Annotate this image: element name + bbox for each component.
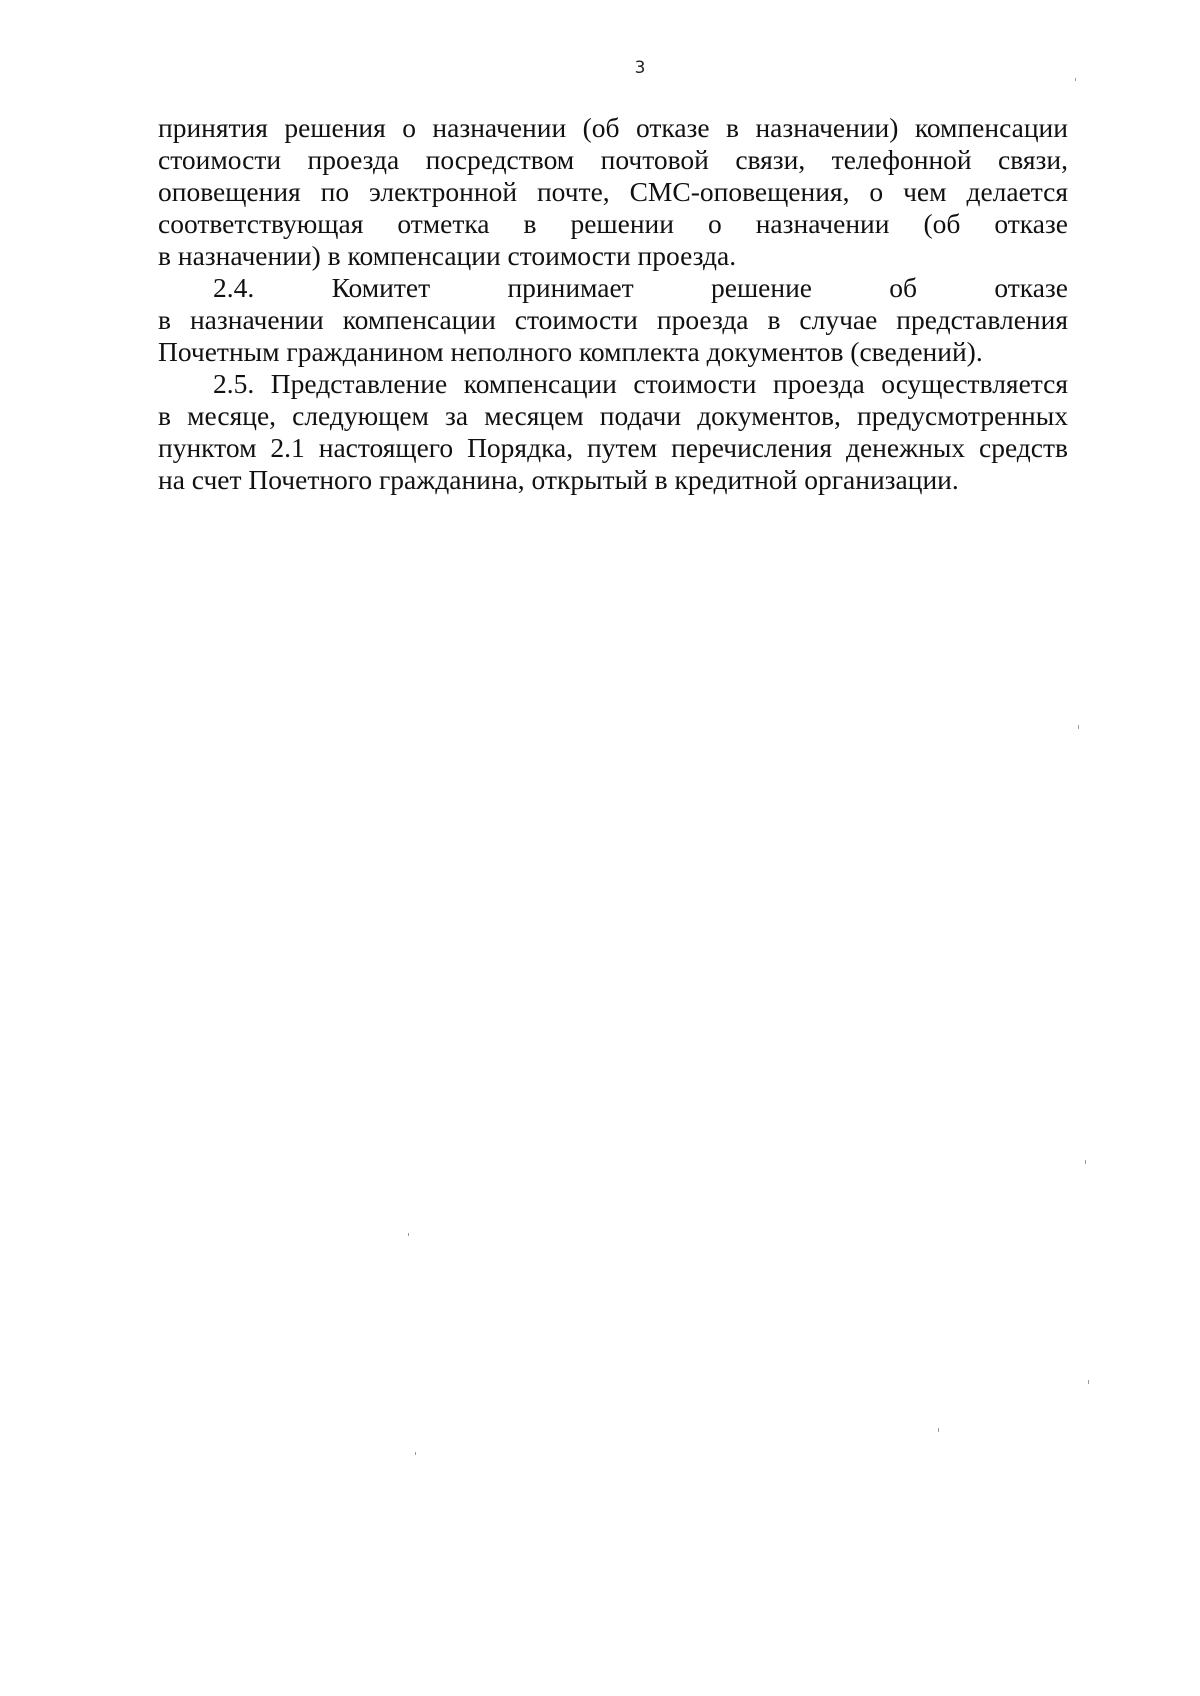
- document-body: [158, 112, 1068, 496]
- paragraph-continuation: [158, 112, 1068, 272]
- paragraph-2-5: [158, 368, 1068, 496]
- text-line: 2.5. Представление компенсации стоимости проезда осуществляется: [213, 368, 1068, 399]
- scan-mark: [1078, 725, 1079, 729]
- text-line: пунктом 2.1 настоящего Порядка, путем перечисления денежных средств: [158, 432, 1068, 463]
- text-line: оповещения по электронной почте, СМС-оповещения, о чем делается: [158, 176, 1068, 207]
- scan-mark: [938, 1428, 939, 1432]
- page-number: 3: [634, 58, 646, 78]
- text-line: Почетным гражданином неполного комплекта документов (сведений).: [158, 336, 983, 367]
- text-line: стоимости проезда посредством почтовой связи, телефонной связи,: [158, 144, 1068, 175]
- text-line: 2.4. Комитет принимает решение об отказе: [213, 272, 1068, 303]
- text-line: принятия решения о назначении (об отказе в назначении) компенсации: [158, 112, 1068, 143]
- scan-mark: [1075, 78, 1076, 81]
- text-line: на счет Почетного гражданина, открытый в кредитной организации.: [158, 464, 959, 495]
- text-line: в назначении) в компенсации стоимости проезда.: [158, 240, 737, 271]
- scan-mark: [415, 1452, 416, 1455]
- text-line: в назначении компенсации стоимости проезда в случае представления: [158, 304, 1068, 335]
- paragraph-2-4: [158, 272, 1068, 368]
- scan-mark: [1088, 1380, 1089, 1384]
- text-line: в месяце, следующем за месяцем подачи документов, предусмотренных: [158, 400, 1068, 431]
- scan-mark: [1085, 1160, 1086, 1164]
- text-line: соответствующая отметка в решении о назначении (об отказе: [158, 208, 1068, 239]
- scan-mark: [408, 1233, 409, 1236]
